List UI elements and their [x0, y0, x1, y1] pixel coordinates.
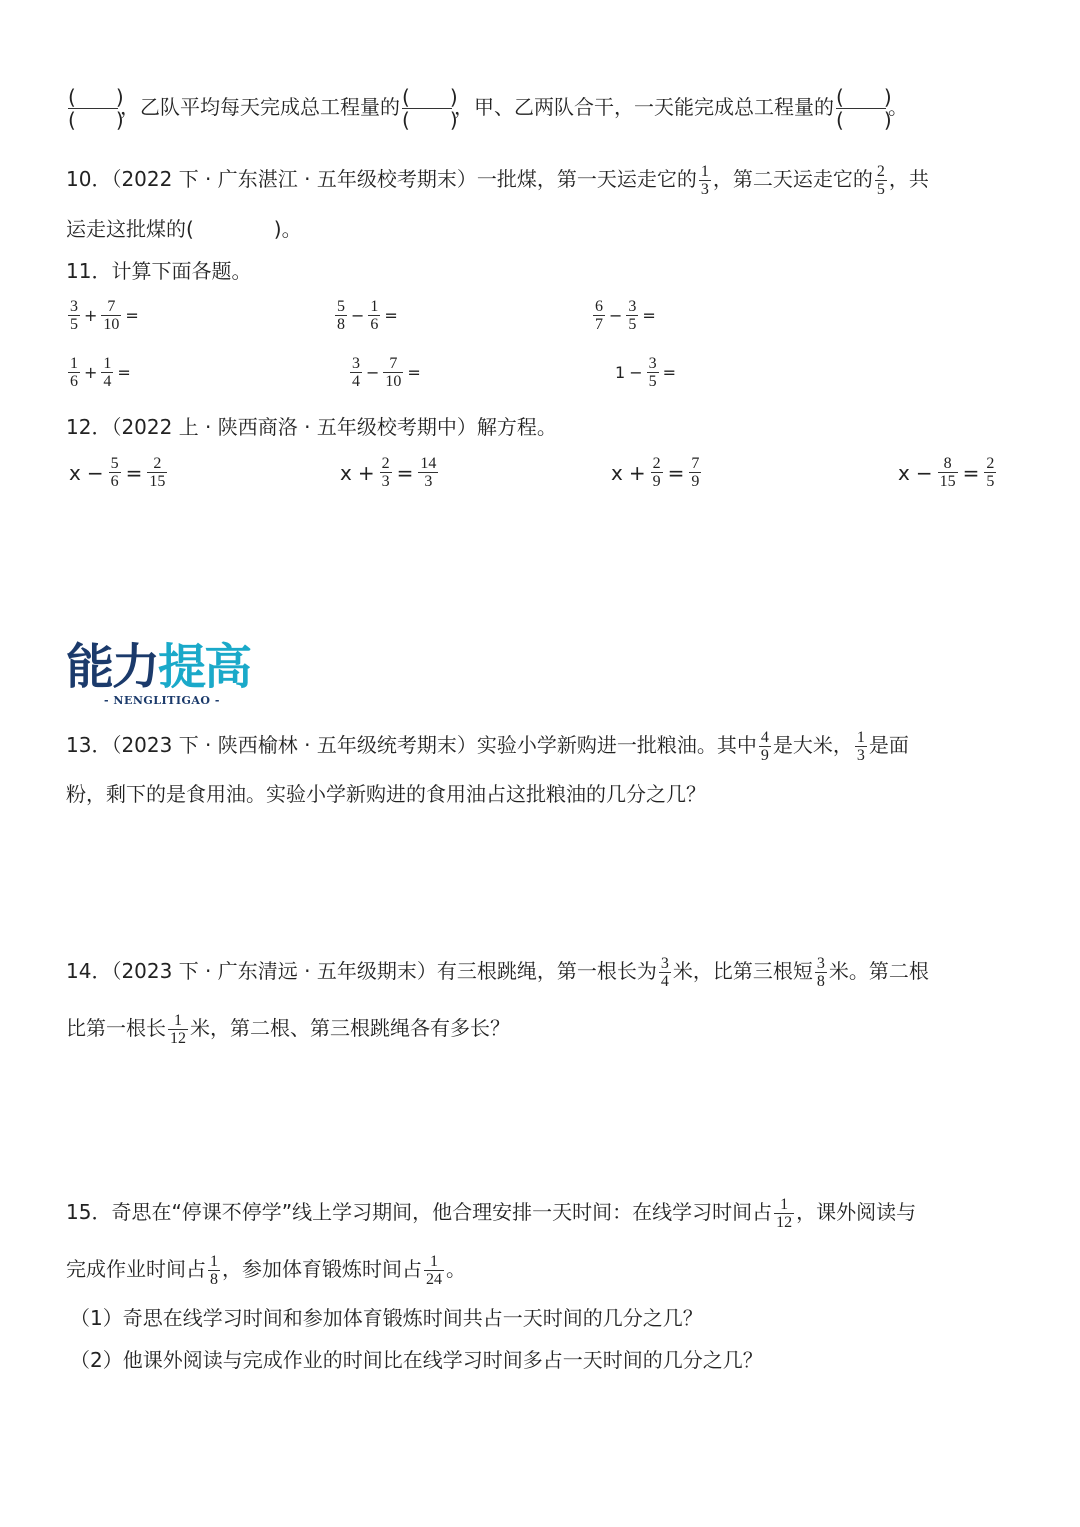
- calc-item[interactable]: 1 − $\frac{3}{5}$ =: [615, 355, 676, 390]
- q9-text-2: ，甲、乙两队合干，一天能完成总工程量的: [454, 95, 834, 119]
- q12-title: 12．（2022 上 · 陕西商洛 · 五年级校考期中）解方程。: [66, 415, 557, 439]
- fraction: $\frac{1}{24}$: [426, 1253, 442, 1288]
- q14-line-2: 比第一根长 $\frac{1}{12}$ 米，第二根、第三根跳绳各有多长？: [66, 1012, 510, 1047]
- q15-sub-2: （2）他课外阅读与完成作业的时间比在线学习时间多占一天时间的几分之几？: [70, 1348, 763, 1372]
- equation[interactable]: x − $\frac{8}{15}$ = $\frac{2}{5}$: [898, 455, 995, 490]
- fraction: $\frac{1}{3}$: [856, 729, 865, 764]
- q10-line-2: 运走这批煤的( )。: [66, 217, 302, 241]
- blank-fraction-1[interactable]: ( ) ( ): [68, 85, 124, 132]
- fraction: $\frac{1}{8}$: [210, 1253, 218, 1288]
- fraction: $\frac{2}{5}$: [876, 163, 885, 198]
- calc-item[interactable]: $\frac{5}{8}$ − $\frac{1}{6}$ =: [337, 298, 398, 333]
- fraction: $\frac{1}{3}$: [700, 163, 709, 198]
- q9-text-3: 。: [888, 95, 908, 119]
- fraction: $\frac{3}{8}$: [816, 955, 825, 990]
- calc-item[interactable]: $\frac{3}{5}$ + $\frac{7}{10}$ =: [70, 298, 139, 333]
- q14-line-1: 14．（2023 下 · 广东清远 · 五年级期末）有三根跳绳，第一根长为 $\frac{3}{4}$ 米，比第三根短 $\frac{3}{8}$ 米。第二根: [66, 955, 929, 990]
- logo-title: 能力提高: [66, 639, 251, 695]
- calc-item[interactable]: $\frac{3}{4}$ − $\frac{7}{10}$ =: [352, 355, 421, 390]
- equation[interactable]: x + $\frac{2}{3}$ = $\frac{14}{3}$: [340, 455, 437, 490]
- calc-item[interactable]: $\frac{6}{7}$ − $\frac{3}{5}$ =: [595, 298, 656, 333]
- q9-text-1: ，乙队平均每天完成总工程量的: [120, 95, 400, 119]
- q11-title: 11．计算下面各题。: [66, 259, 252, 283]
- q15-line-1: 15．奇思在“停课不停学”线上学习期间，他合理安排一天时间：在线学习时间占 $\frac{1}{12}$ ，课外阅读与: [66, 1196, 917, 1231]
- fraction: $\frac{1}{12}$: [170, 1012, 186, 1047]
- blank-fraction-3[interactable]: ( ) ( ): [836, 85, 892, 132]
- equation[interactable]: x + $\frac{2}{9}$ = $\frac{7}{9}$: [611, 455, 700, 490]
- q10-text-mid: ，第二天运走它的: [712, 167, 873, 191]
- q10-line-1: [66, 163, 929, 198]
- calc-item[interactable]: $\frac{1}{6}$ + $\frac{1}{4}$ =: [70, 355, 131, 390]
- q13-line-1: 13．（2023 下 · 陕西榆林 · 五年级统考期末）实验小学新购进一批粮油。其中 $\frac{4}{9}$ 是大米， $\frac{1}{3}$ 是面: [66, 729, 909, 764]
- q9-line: [66, 86, 908, 131]
- fraction: $\frac{3}{4}$: [660, 955, 669, 990]
- q13-line-2: 粉，剩下的是食用油。实验小学新购进的食用油占这批粮油的几分之几？: [66, 782, 706, 806]
- fraction: $\frac{1}{12}$: [776, 1196, 793, 1231]
- section-logo: [66, 640, 250, 707]
- logo-subtitle: - NENGLITIGAO -: [104, 694, 220, 707]
- fraction: $\frac{4}{9}$: [760, 729, 769, 764]
- equation[interactable]: x − $\frac{5}{6}$ = $\frac{2}{15}$: [69, 455, 166, 490]
- q10-text: 10．（2022 下 · 广东湛江 · 五年级校考期末）一批煤，第一天运走它的: [66, 167, 697, 191]
- q15-line-2: 完成作业时间占 $\frac{1}{8}$ ，参加体育锻炼时间占 $\frac{1}{24}$ 。: [66, 1253, 466, 1288]
- blank-fraction-2[interactable]: ( ) ( ): [402, 85, 458, 132]
- q10-text-end: ，共: [888, 167, 929, 191]
- q15-sub-1: （1）奇思在线学习时间和参加体育锻炼时间共占一天时间的几分之几？: [70, 1306, 703, 1330]
